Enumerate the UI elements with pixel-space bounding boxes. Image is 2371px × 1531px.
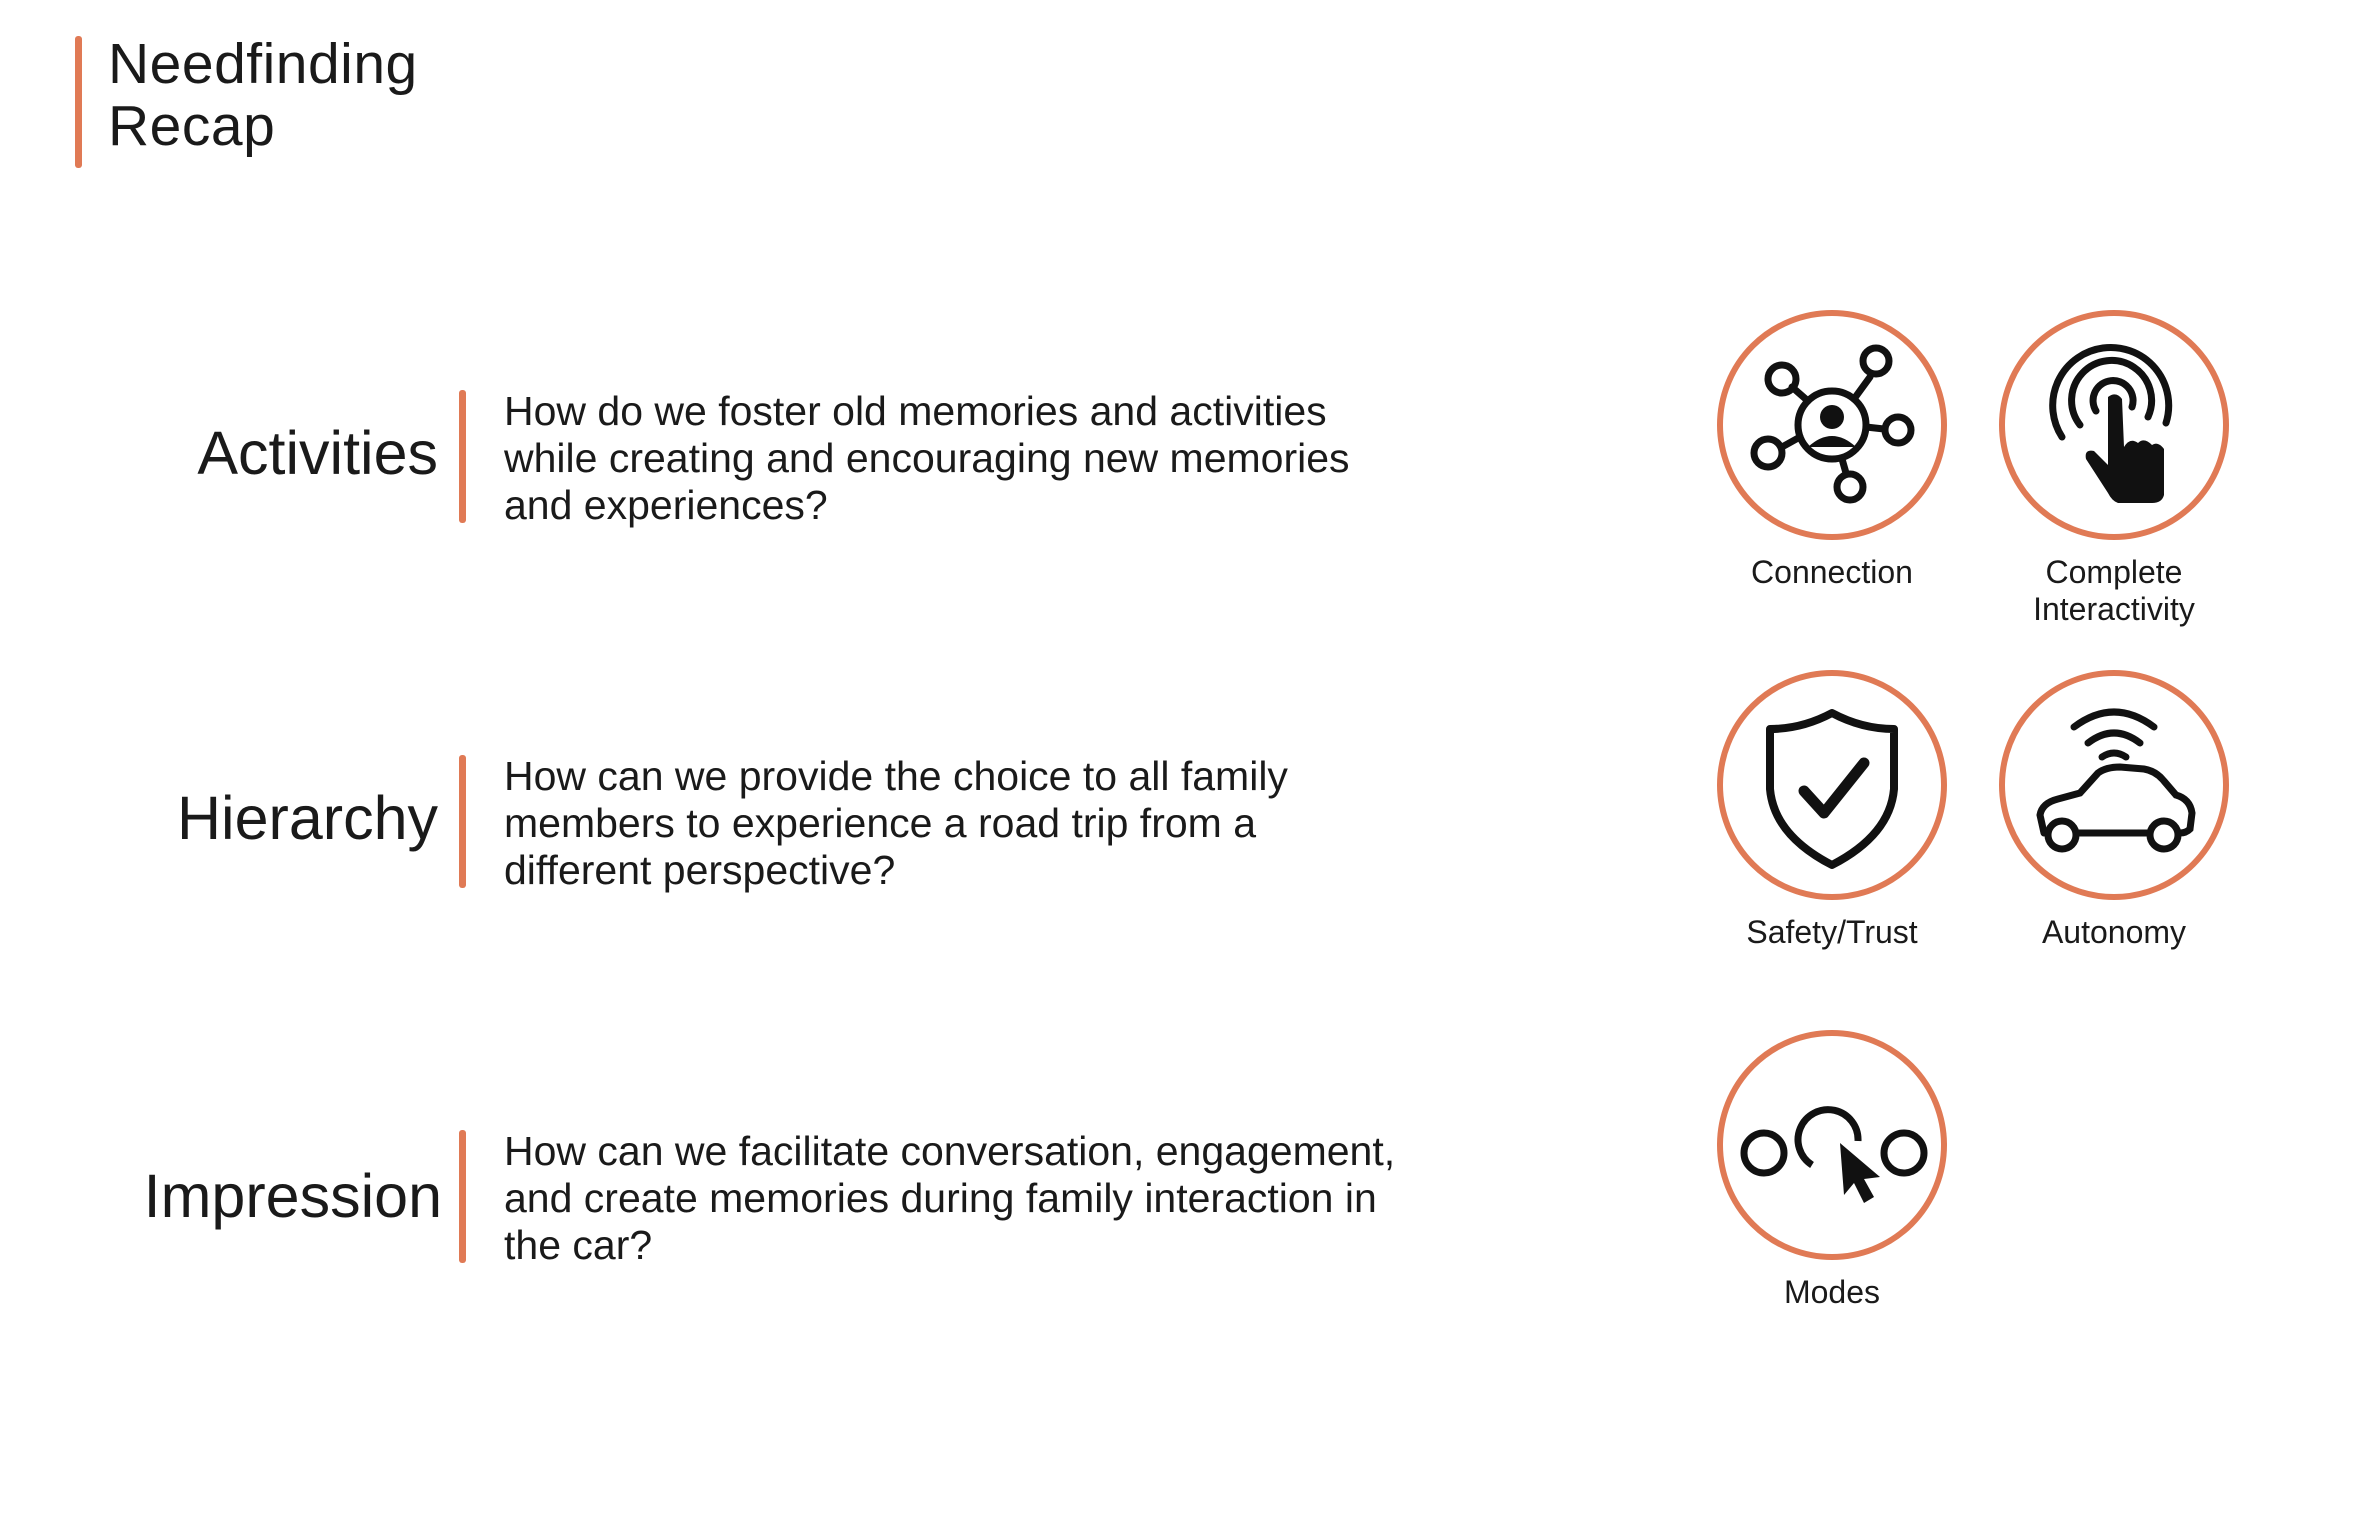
impression-row	[0, 1128, 1600, 1268]
autonomy-label-text: Autonomy	[2041, 914, 2187, 950]
autonomy-icon-card	[1964, 670, 2264, 951]
impression-accent-bar	[459, 1130, 466, 1263]
hierarchy-row	[0, 753, 1600, 893]
modes-icon-circle	[1717, 1030, 1947, 1260]
page-title	[108, 33, 418, 157]
connected-car-icon	[2014, 685, 2214, 885]
safety-icon-circle	[1717, 670, 1947, 900]
impression-question-line: the car?	[504, 1222, 653, 1268]
shield-check-icon	[1732, 685, 1932, 885]
interactivity-icon-card	[1964, 310, 2264, 628]
hierarchy-label: Hierarchy	[176, 784, 438, 852]
activities-question-line: while creating and encouraging new memories	[504, 435, 1350, 481]
connection-icon-circle	[1717, 310, 1947, 540]
activities-accent-bar	[459, 390, 466, 523]
connection-icon-card	[1682, 310, 1982, 591]
autonomy-label	[1964, 914, 2264, 951]
impression-label: Impression	[143, 1162, 442, 1230]
interactivity-label-line: Interactivity	[2033, 591, 2195, 627]
hierarchy-accent-bar	[459, 755, 466, 888]
impression-question-line: and create memories during family interaction in	[504, 1175, 1377, 1221]
impression-question	[504, 1128, 1594, 1269]
touch-hand-icon	[2014, 325, 2214, 525]
modes-icon-card	[1682, 1030, 1982, 1311]
impression-question-line: How can we facilitate conversation, engagement,	[504, 1128, 1396, 1174]
hierarchy-question-line: members to experience a road trip from a	[504, 800, 1256, 846]
hierarchy-question	[504, 753, 1594, 894]
autonomy-icon-circle	[1999, 670, 2229, 900]
modes-cursor-icon	[1732, 1045, 1932, 1245]
connection-label-text: Connection	[1751, 554, 1913, 590]
interactivity-label-line: Complete	[2045, 554, 2183, 590]
safety-label-text: Safety/Trust	[1746, 914, 1918, 950]
network-person-icon	[1732, 325, 1932, 525]
modes-label-text: Modes	[1783, 1274, 1881, 1310]
activities-label: Activities	[197, 419, 438, 487]
activities-question-line: How do we foster old memories and activities	[504, 388, 1327, 434]
modes-label	[1682, 1274, 1982, 1311]
connection-label	[1682, 554, 1982, 591]
interactivity-label	[1964, 554, 2264, 628]
activities-question	[504, 388, 1594, 529]
activities-row	[0, 388, 1600, 528]
title-line-2: Recap	[108, 94, 276, 158]
activities-question-line: and experiences?	[504, 482, 828, 528]
hierarchy-question-line: How can we provide the choice to all family	[504, 753, 1288, 799]
title-line-1: Needfinding	[108, 32, 418, 96]
safety-icon-card	[1682, 670, 1982, 951]
hierarchy-question-line: different perspective?	[504, 847, 896, 893]
title-accent-bar	[75, 36, 82, 168]
interactivity-icon-circle	[1999, 310, 2229, 540]
safety-label	[1682, 914, 1982, 951]
